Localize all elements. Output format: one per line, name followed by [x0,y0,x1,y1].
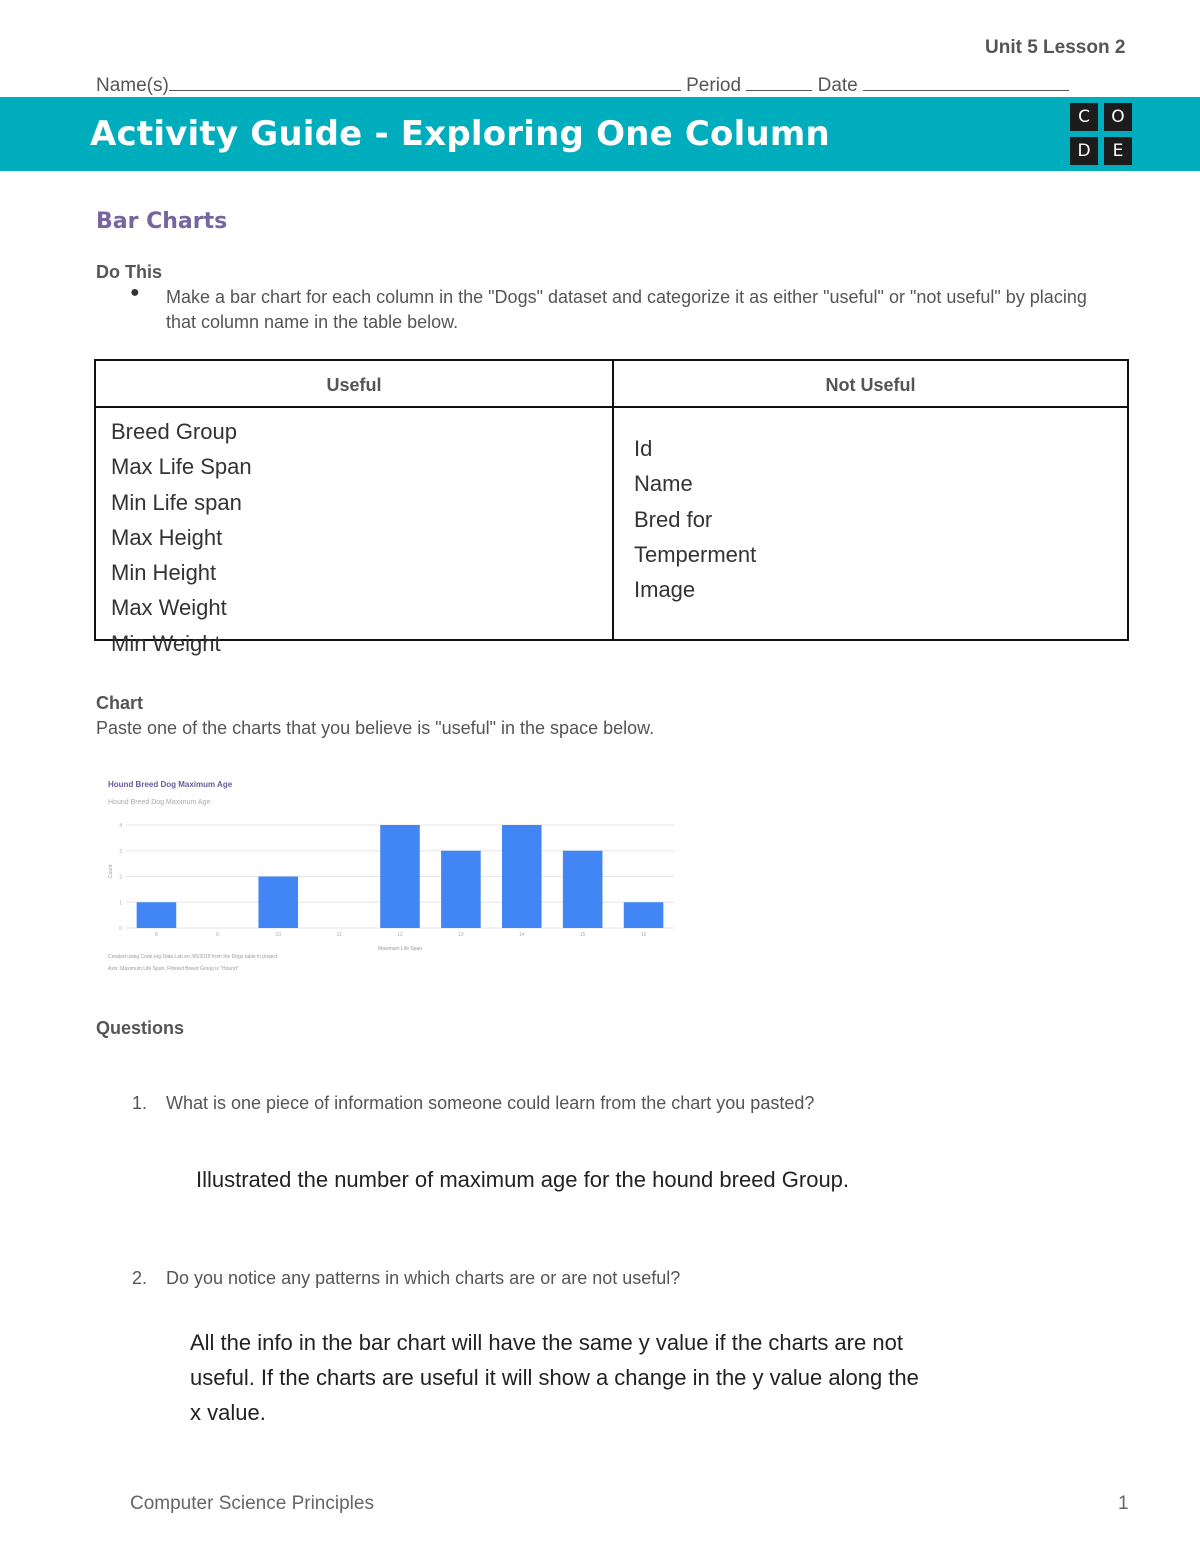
not-useful-column-item: Temperment [634,541,757,567]
x-tick-label: 16 [640,932,647,938]
not-useful-column-header: Not Useful [825,375,916,395]
chart-bar [258,877,298,929]
x-tick-label: 15 [579,932,586,938]
x-tick-label: 14 [518,932,525,938]
useful-column-header: Useful [326,375,382,395]
pasted-chart [100,770,690,980]
chart-bar [624,902,664,928]
logo-letter-o: O [1104,103,1132,131]
x-tick-label: 10 [275,932,282,938]
not-useful-column-item: Image [634,577,696,603]
y-tick-label: 3 [119,848,122,855]
useful-column-item: Max Height [111,524,223,550]
period-blank[interactable] [746,73,812,91]
answer-1-line: Illustrated the number of maximum age for the hound breed Group. [196,1167,850,1192]
x-axis-label: Maximum Life Span [377,946,423,952]
do-this-heading: Do This [96,262,162,282]
chart-heading: Chart [96,693,144,713]
section-heading: Bar Charts [96,209,228,234]
x-tick-label: 13 [458,932,464,938]
logo-letter-d: D [1070,137,1098,165]
answer-2-line: All the info in the bar chart will have the same y value if the charts are not [190,1330,903,1355]
name-period-date-line [96,73,1076,97]
question-2-number: 2. [132,1268,148,1288]
chart-bar [137,902,177,928]
bar-chart [100,770,690,980]
answer-2-line: x value. [190,1400,266,1425]
not-useful-column-item: Bred for [634,506,713,532]
y-tick-label: 2 [119,874,122,881]
useful-column-item: Min Height [111,560,217,586]
table-header-divider [96,406,1127,408]
question-1-text: What is one piece of information someone could learn from the chart you pasted? [166,1093,815,1113]
useful-column-item: Max Weight [111,595,227,621]
chart-title: Hound Breed Dog Maximum Age [108,780,233,789]
logo-letter-e: E [1104,137,1132,165]
question-2 [132,1268,680,1289]
chart-subtitle: Hound Breed Dog Maximum Age [108,799,211,806]
x-tick-label: 12 [397,932,403,938]
not-useful-column-item: Name [634,471,693,497]
answer-2 [190,1325,919,1430]
question-2-text: Do you notice any patterns in which charts are or are not useful? [166,1268,681,1288]
page-title: Activity Guide - Exploring One Column [90,114,830,154]
code-logo [1070,103,1134,165]
chart-footnote: Axis: Maximum Life Span, Filtered Breed Group is "Hound" [108,966,239,972]
bullet-icon: ● [130,284,140,301]
name-blank[interactable] [169,73,681,91]
useful-column-item: Min Weight [111,630,221,656]
answer-2-line: useful. If the charts are useful it will show a change in the y value along the [190,1365,919,1390]
y-tick-label: 0 [119,926,122,932]
instruction-text: Make a bar chart for each column in the "Dogs" dataset and categorize it as either "useful" or "not useful" by placing that column name in the table below. [166,287,1087,332]
useful-column-item: Max Life Span [111,454,252,480]
answer-1 [196,1162,849,1197]
footer-course: Computer Science Principles [130,1493,374,1514]
date-label: Date [817,75,858,96]
not-useful-column-item: Id [634,436,653,461]
page-number: 1 [1118,1493,1129,1514]
chart-bar [502,825,542,928]
y-tick-label: 1 [119,900,122,907]
chart-bar [380,825,420,928]
chart-instruction: Paste one of the charts that you believe is "useful" in the space below. [96,718,655,738]
chart-footnote: Created using Code.org Data Lab on 3/6/2019 from the Dogs table in project [108,954,278,960]
y-axis-label: Count [108,864,114,878]
y-tick-label: 4 [119,823,122,829]
lesson-label: Unit 5 Lesson 2 [985,37,1126,58]
table-column-divider [612,361,614,641]
question-1 [132,1093,814,1114]
useful-list [111,414,252,661]
period-label: Period [686,75,742,96]
questions-heading: Questions [96,1018,185,1038]
date-blank[interactable] [863,73,1069,91]
name-label: Name(s) [96,75,169,96]
chart-bar [563,851,603,928]
question-1-number: 1. [132,1093,148,1113]
useful-column-item: Min Life span [111,489,242,515]
useful-column-item: Breed Group [111,419,237,444]
x-tick-label: 9 [215,932,219,938]
x-tick-label: 11 [336,932,342,938]
logo-letter-c: C [1070,103,1098,131]
x-tick-label: 8 [155,932,158,938]
not-useful-list [634,431,756,607]
chart-bar [441,851,481,928]
